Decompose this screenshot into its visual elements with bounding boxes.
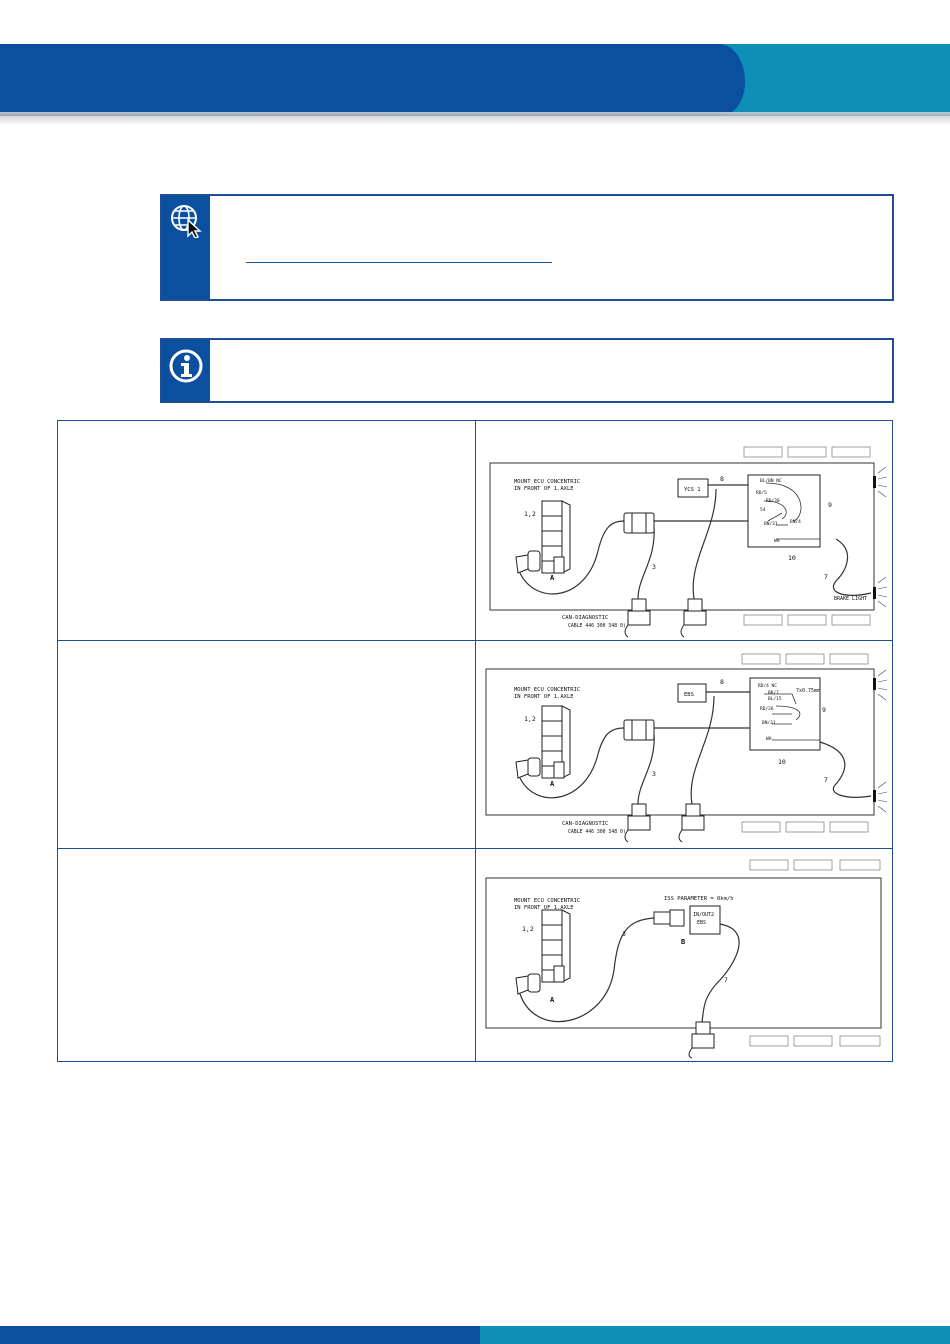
part-number-10: 10 <box>778 758 786 766</box>
ecu-note-line2: IN FRONT OF 1.AXLE <box>514 486 574 492</box>
footer-bar-right <box>480 1326 950 1344</box>
wiring-diagram-1 <box>476 421 892 641</box>
lamp-bottom <box>873 587 876 599</box>
part-number-3: 3 <box>652 563 656 571</box>
part-number-3: 3 <box>622 930 626 938</box>
lamp-rays <box>878 670 887 812</box>
arrow-label-b: B <box>681 938 686 946</box>
ecu-note-line1: MOUNT ECU CONCENTRIC <box>514 479 581 485</box>
can-diagnostic-label: CAN-DIAGNOSTIC <box>562 821 609 827</box>
wire-label-bk7: BK/7 <box>768 691 779 696</box>
part-number-7: 7 <box>824 573 828 581</box>
info-box <box>160 338 894 403</box>
arrow-label-a: A <box>550 996 555 1004</box>
wire-label-7x075: 7x0.75mm <box>796 688 821 694</box>
wire-label-wh: WH <box>774 539 780 544</box>
cable-label: CABLE 446 300 348 0) <box>568 830 626 835</box>
wire-label-bn31: BN/31 <box>762 721 776 726</box>
part-number-7: 7 <box>824 776 828 784</box>
lamp-top <box>873 678 876 690</box>
part-number-8: 8 <box>720 678 724 686</box>
wire-label-rd5: RD/5 <box>756 491 767 496</box>
y-splitter <box>624 513 654 533</box>
wire-label-rd4: RD/4 NC <box>758 684 777 689</box>
info-icon <box>168 346 204 386</box>
lamp-bottom <box>873 790 876 802</box>
ecu-modulator <box>542 910 570 982</box>
lamp-rays <box>878 467 887 607</box>
wire-label-bl15: BL/15 <box>768 697 782 702</box>
connector-b <box>654 910 684 926</box>
wire-label-blbn: BL/BN NC <box>760 479 782 484</box>
module-label: YCS 1 <box>684 487 701 493</box>
plug-left <box>625 804 650 842</box>
part-number-7: 7 <box>724 976 728 984</box>
wiring-diagram-3 <box>476 850 892 1060</box>
wiring-diagram-2 <box>476 642 892 848</box>
ecu-modulator <box>542 501 570 573</box>
part-number-1-2: 1,2 <box>524 510 536 518</box>
globe-cursor-icon <box>168 202 204 238</box>
wire-label-rd26: RD/26 <box>760 707 774 712</box>
wire-label-bn4: BN/4 <box>790 520 801 525</box>
plug-left <box>625 599 650 637</box>
ecu-modulator <box>542 706 570 778</box>
wire-label-rd30: RD/30 <box>766 499 780 504</box>
cable-label: CABLE 446 300 348 0) <box>568 624 626 629</box>
web-link-box <box>160 194 894 301</box>
part-number-9: 9 <box>822 706 826 714</box>
table-cell-text-3 <box>58 849 476 1061</box>
web-link-underline[interactable] <box>246 262 552 263</box>
title-block-stamps <box>750 860 880 1046</box>
ecu-note-line1: MOUNT ECU CONCENTRIC <box>514 687 581 693</box>
module-label-line1: IN/OUT2 <box>693 912 715 918</box>
module-label-line2: EBS <box>697 920 707 926</box>
module-label: EBS <box>684 692 694 698</box>
ecu-plug-connector <box>516 551 540 573</box>
info-box-sidebar <box>162 340 210 401</box>
can-diagnostic-label: CAN-DIAGNOSTIC <box>562 615 609 621</box>
part-number-8: 8 <box>720 475 724 483</box>
part-number-10: 10 <box>788 554 796 562</box>
ecu-note-line2: IN FRONT OF 1.AXLE <box>514 694 574 700</box>
ecu-note-line2: IN FRONT OF 1.AXLE <box>514 905 574 911</box>
part-number-1-2: 1,2 <box>522 925 534 933</box>
plug-right <box>679 804 704 842</box>
arrow-label-a: A <box>550 780 555 788</box>
arrow-label-a: A <box>550 574 555 582</box>
plug-right <box>681 599 706 637</box>
table-cell-text-2 <box>58 641 476 849</box>
iss-parameter-label: ISS PARAMETER = 0km/h <box>664 896 734 902</box>
ecu-plug-connector <box>516 974 540 994</box>
y-splitter <box>624 720 654 740</box>
table-cell-text-1 <box>58 421 476 641</box>
part-number-9: 9 <box>828 501 832 509</box>
brake-light-label: BRAKE LIGHT <box>834 596 868 602</box>
header-banner <box>0 44 950 116</box>
header-shadow <box>0 112 950 126</box>
wire-label-bn31: BN/31 <box>764 522 778 527</box>
part-number-1-2: 1,2 <box>524 715 536 723</box>
plug-bottom <box>689 1022 714 1058</box>
ecu-plug-connector <box>516 758 540 778</box>
wire-label-wh: WH <box>766 737 772 742</box>
ecu-note-line1: MOUNT ECU CONCENTRIC <box>514 898 581 904</box>
part-number-3: 3 <box>652 770 656 778</box>
footer-bar-left <box>0 1326 480 1344</box>
lamp-top <box>873 476 876 488</box>
web-box-sidebar <box>162 196 210 299</box>
wire-label-54: 54 <box>760 508 766 513</box>
